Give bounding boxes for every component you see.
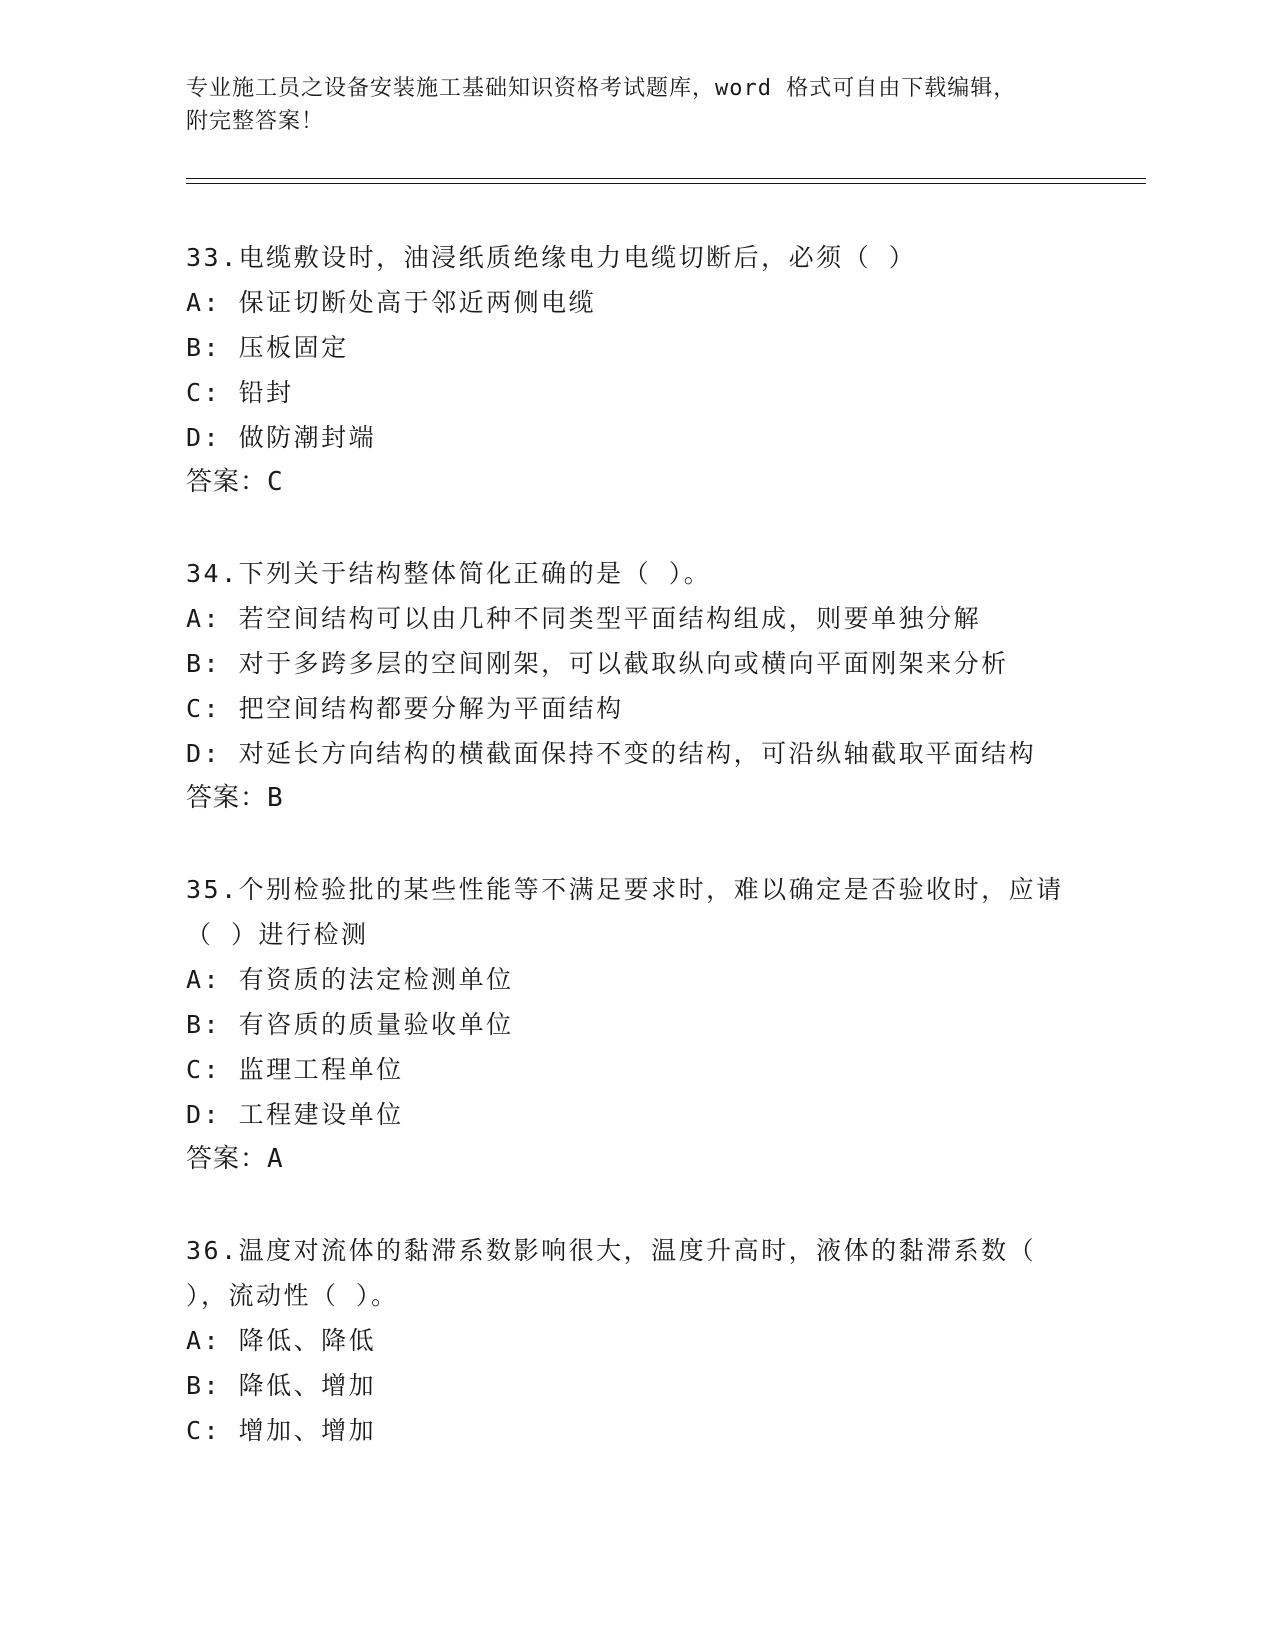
option-d: D: 工程建设单位 bbox=[186, 1100, 404, 1129]
option-b: B: 有咨质的质量验收单位 bbox=[186, 1010, 514, 1039]
answer-value: A bbox=[267, 1144, 284, 1174]
answer-label: 答案： bbox=[186, 467, 268, 497]
answer-line bbox=[186, 460, 1086, 505]
option-b: B: 降低、增加 bbox=[186, 1371, 377, 1400]
option-a: A: 有资质的法定检测单位 bbox=[186, 965, 514, 994]
option-a: A: 保证切断处高于邻近两侧电缆 bbox=[186, 288, 597, 317]
option-c: C: 增加、增加 bbox=[186, 1416, 377, 1445]
question-36 bbox=[186, 1228, 1086, 1453]
answer-line bbox=[186, 1137, 1086, 1182]
question-stem: 35.个别检验批的某些性能等不满足要求时，难以确定是否验收时，应请（ ）进行检测 bbox=[186, 875, 1064, 949]
header-divider-bottom bbox=[186, 183, 1146, 184]
question-34 bbox=[186, 551, 1086, 821]
answer-value: B bbox=[267, 783, 284, 813]
option-c: C: 铅封 bbox=[186, 378, 294, 407]
option-a: A: 若空间结构可以由几种不同类型平面结构组成，则要单独分解 bbox=[186, 604, 982, 633]
question-stem: 33.电缆敷设时，油浸纸质绝缘电力电缆切断后，必须（ ） bbox=[186, 243, 917, 272]
question-33 bbox=[186, 235, 1086, 505]
answer-value: C bbox=[267, 467, 284, 497]
header-line-1: 专业施工员之设备安装施工基础知识资格考试题库，word 格式可自由下载编辑， bbox=[186, 76, 1017, 101]
header-divider-top bbox=[186, 178, 1146, 179]
option-d: D: 做防潮封端 bbox=[186, 423, 377, 452]
option-a: A: 降低、降低 bbox=[186, 1326, 377, 1355]
answer-label: 答案： bbox=[186, 783, 268, 813]
answer-label: 答案： bbox=[186, 1144, 268, 1174]
option-c: C: 监理工程单位 bbox=[186, 1055, 404, 1084]
question-stem: 36.温度对流体的黏滞系数影响很大，温度升高时，液体的黏滞系数（ ），流动性（ ）。 bbox=[186, 1236, 1037, 1310]
question-35 bbox=[186, 867, 1086, 1182]
option-b: B: 压板固定 bbox=[186, 333, 349, 362]
document-header bbox=[186, 72, 1066, 138]
header-line-2: 附完整答案！ bbox=[186, 109, 325, 134]
option-c: C: 把空间结构都要分解为平面结构 bbox=[186, 694, 624, 723]
question-list bbox=[186, 235, 1086, 1499]
question-stem: 34.下列关于结构整体简化正确的是（ ）。 bbox=[186, 559, 712, 588]
option-d: D: 对延长方向结构的横截面保持不变的结构，可沿纵轴截取平面结构 bbox=[186, 739, 1037, 768]
answer-line bbox=[186, 776, 1086, 821]
option-b: B: 对于多跨多层的空间刚架，可以截取纵向或横向平面刚架来分析 bbox=[186, 649, 1009, 678]
